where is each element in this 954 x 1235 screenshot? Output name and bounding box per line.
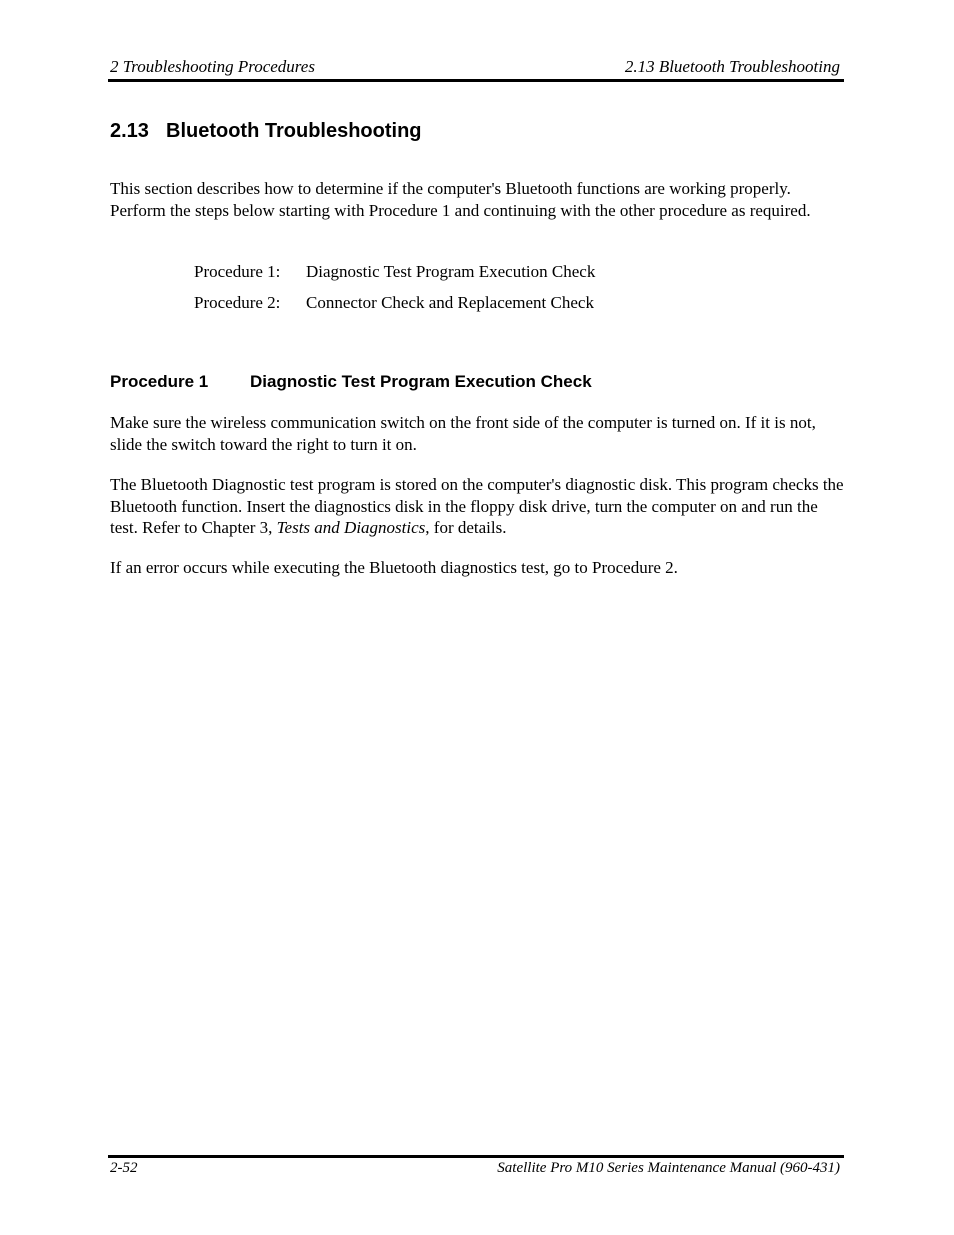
chapter-reference: Tests and Diagnostics [276,518,426,538]
procedure-heading-label: Procedure 1 [110,372,209,391]
procedure-list-item [194,261,595,292]
running-footer [110,1160,840,1182]
section-number: 2.13 [110,120,149,142]
body-paragraph [110,474,845,539]
procedure-list-item [194,292,595,323]
page-number: 2-52 [110,1160,138,1176]
header-rule [108,79,844,82]
body-paragraph: Make sure the wireless communication switch on the front side of the computer is turned on. If it is not, slide the switch toward the right to turn it on. [110,413,816,454]
procedure-heading [110,372,592,392]
section-heading [110,120,422,143]
procedure-heading-title: Diagnostic Test Program Execution Check [250,372,592,391]
header-section: 2.13 Bluetooth Troubleshooting [624,57,840,76]
section-title: Bluetooth Troubleshooting [166,120,422,142]
footer-rule [108,1155,844,1158]
header-chapter: 2 Troubleshooting Procedures [110,57,315,76]
procedure-label: Procedure 1: [194,262,281,281]
procedure-label: Procedure 2: [194,293,281,312]
running-header [110,57,840,79]
paragraph-text: The Bluetooth Diagnostic test program is stored on the computer's diagnostic disk. This program checks the Bluetooth function. Insert the diagnostics disk in the floppy disk drive, turn the computer on and run the test. Refer to Chapter 3, [110,475,844,538]
procedure-text: Connector Check and Replacement Check [306,293,594,312]
procedure-list [194,261,595,323]
body-paragraph: If an error occurs while executing the Bluetooth diagnostics test, go to Procedure 2. [110,558,678,577]
manual-title: Satellite Pro M10 Series Maintenance Manual (960-431) [497,1160,840,1176]
intro-paragraph: This section describes how to determine if the computer's Bluetooth functions are working properly. Perform the steps below starting with Procedure 1 and continuing with the other procedure as required. [110,179,811,220]
paragraph-text: , for details. [425,518,507,538]
procedure-text: Diagnostic Test Program Execution Check [306,262,596,281]
